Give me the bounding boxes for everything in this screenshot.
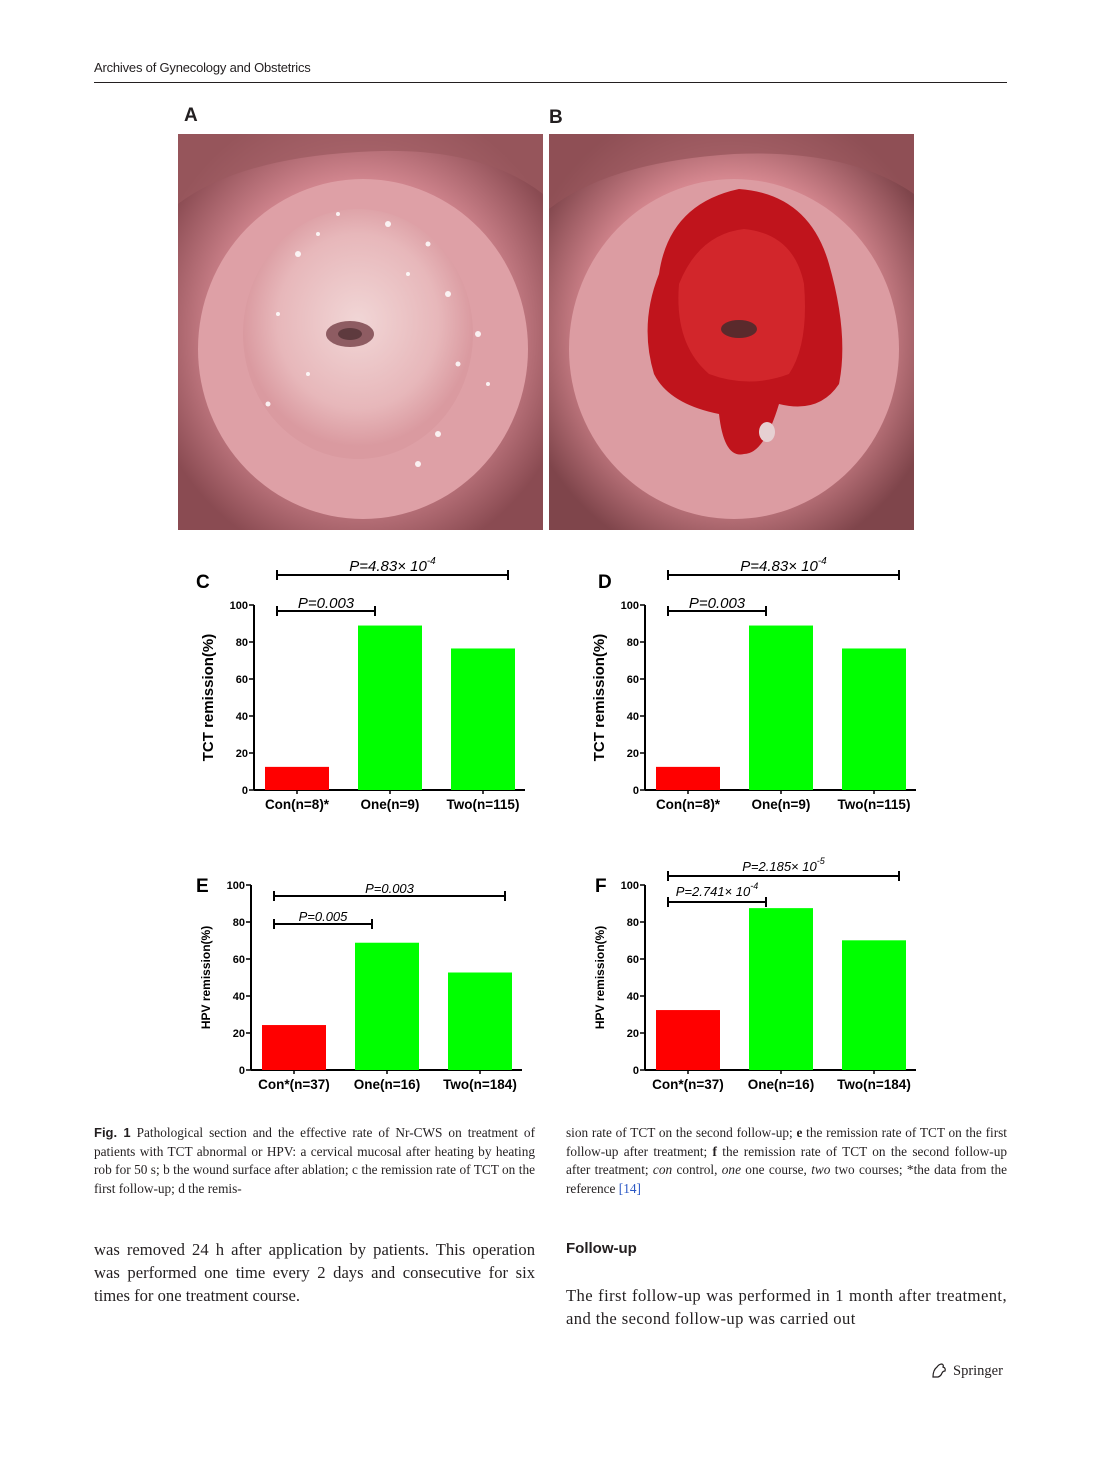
y-axis-label: HPV remission(%) [199,925,213,1030]
y-tick-label: 100 [229,600,248,612]
x-tick-label: Con(n=8)* [655,797,721,812]
bar-3 [448,973,512,1070]
y-tick-label: 80 [232,917,245,929]
caption-two: two [811,1162,831,1177]
bar-1 [262,1025,326,1070]
caption-one: one [721,1162,741,1177]
figure-caption-left [94,1124,535,1198]
y-axis-label: TCT remission(%) [200,633,217,762]
caption-right-part: two courses; *the data from the reference [566,1162,1008,1196]
x-tick-label: One(n=9) [360,797,420,812]
caption-con: con [652,1162,673,1177]
x-tick-label: Con*(n=37) [258,1077,330,1092]
caption-f-letter: f [712,1143,717,1159]
y-tick-label: 60 [235,674,248,686]
y-tick-label: 40 [232,991,245,1003]
body-left-paragraph: was removed 24 h after application by patients. This operation was performed one time every 2 days and consecutive for six times for one treatment course. [94,1240,535,1306]
p-value-label: $P=2.741\times 10^{-4}$ [675,881,759,899]
figure-caption-right [566,1124,1007,1198]
y-tick-label: 0 [632,1065,639,1077]
y-tick-label: 0 [241,785,248,797]
caption-right-part: one course, [740,1162,812,1177]
bar-2 [749,626,813,790]
x-tick-label: Two(n=184) [837,1077,911,1092]
p-value-label: $P=4.83\times 10^{-4}$ [349,556,436,575]
p-value-label: $P=4.83\times 10^{-4}$ [740,556,827,575]
panel-letter-d: D [598,572,612,593]
x-tick-label: Con(n=8)* [264,797,330,812]
caption-right-part: the remission rate of TCT on the first follow-up after treatment; [566,1125,1007,1159]
y-tick-label: 20 [232,1028,245,1040]
section-heading: Follow-up [566,1240,637,1257]
caption-e-letter: e [796,1125,803,1140]
p-value-label: P=0.003 [688,595,746,612]
bar-1 [265,767,329,790]
x-tick-label: Two(n=115) [837,797,911,812]
caption-left-text: Pathological section and the effective rate of Nr-CWS on treatment of patients with TCT abnormal or HPV: a cervical mucosal after heating by heating rob for 50 s; b the wound surface after ablation; c the remission rate of TCT on the first follow-up; d the remis- [94,1125,536,1196]
p-value-label: P=0.003 [365,881,414,896]
y-tick-label: 20 [626,748,639,760]
y-tick-label: 40 [235,711,248,723]
panel-letter-c: C [196,572,210,593]
x-tick-label: Two(n=184) [443,1077,517,1092]
body-right-paragraph: The first follow-up was performed in 1 month after treatment, and the second follow-up was carried out [566,1286,1007,1329]
y-tick-label: 100 [226,880,245,892]
caption-right-part: sion rate of TCT on the second follow-up; [566,1125,797,1140]
caption-right-part: control, [672,1162,722,1177]
publisher-logo [930,1362,1003,1380]
panel-letter-b: B [549,107,563,128]
x-tick-label: Con*(n=37) [652,1077,724,1092]
panel-letter-f: F [595,876,607,897]
y-tick-label: 80 [235,637,248,649]
y-axis-label: TCT remission(%) [591,633,608,762]
x-tick-label: One(n=16) [747,1077,815,1092]
y-tick-label: 60 [626,954,639,966]
bar-2 [749,908,813,1070]
y-tick-label: 80 [626,917,639,929]
y-tick-label: 80 [626,637,639,649]
y-axis-label: HPV remission(%) [593,925,607,1030]
bar-2 [355,943,419,1070]
p-value-label: P=0.005 [298,909,348,924]
panel-letter-a: A [184,105,198,126]
y-tick-label: 60 [626,674,639,686]
publisher-name: Springer [953,1362,1003,1379]
panel-letter-e: E [196,876,209,897]
bar-3 [842,940,906,1070]
p-value-label: $P=2.185\times 10^{-5}$ [742,856,825,874]
bar-2 [358,626,422,790]
y-tick-label: 20 [626,1028,639,1040]
p-value-label: P=0.003 [297,595,355,612]
y-tick-label: 60 [232,954,245,966]
x-tick-label: One(n=16) [353,1077,421,1092]
journal-header: Archives of Gynecology and Obstetrics [94,60,311,75]
y-tick-label: 0 [238,1065,245,1077]
y-tick-label: 0 [632,785,639,797]
y-tick-label: 100 [620,880,639,892]
springer-horse-icon [930,1362,948,1380]
reference-link[interactable]: [14] [618,1180,641,1196]
x-tick-label: One(n=9) [751,797,811,812]
caption-right-part: the remission rate of TCT on the second follow-up after treatment; [566,1143,1007,1177]
bar-1 [656,767,720,790]
y-tick-label: 20 [235,748,248,760]
y-tick-label: 40 [626,991,639,1003]
y-tick-label: 100 [620,600,639,612]
y-tick-label: 40 [626,711,639,723]
bar-3 [451,648,515,790]
bar-1 [656,1010,720,1070]
bar-3 [842,648,906,790]
x-tick-label: Two(n=115) [446,797,520,812]
figure-label: Fig. 1 [94,1125,131,1140]
